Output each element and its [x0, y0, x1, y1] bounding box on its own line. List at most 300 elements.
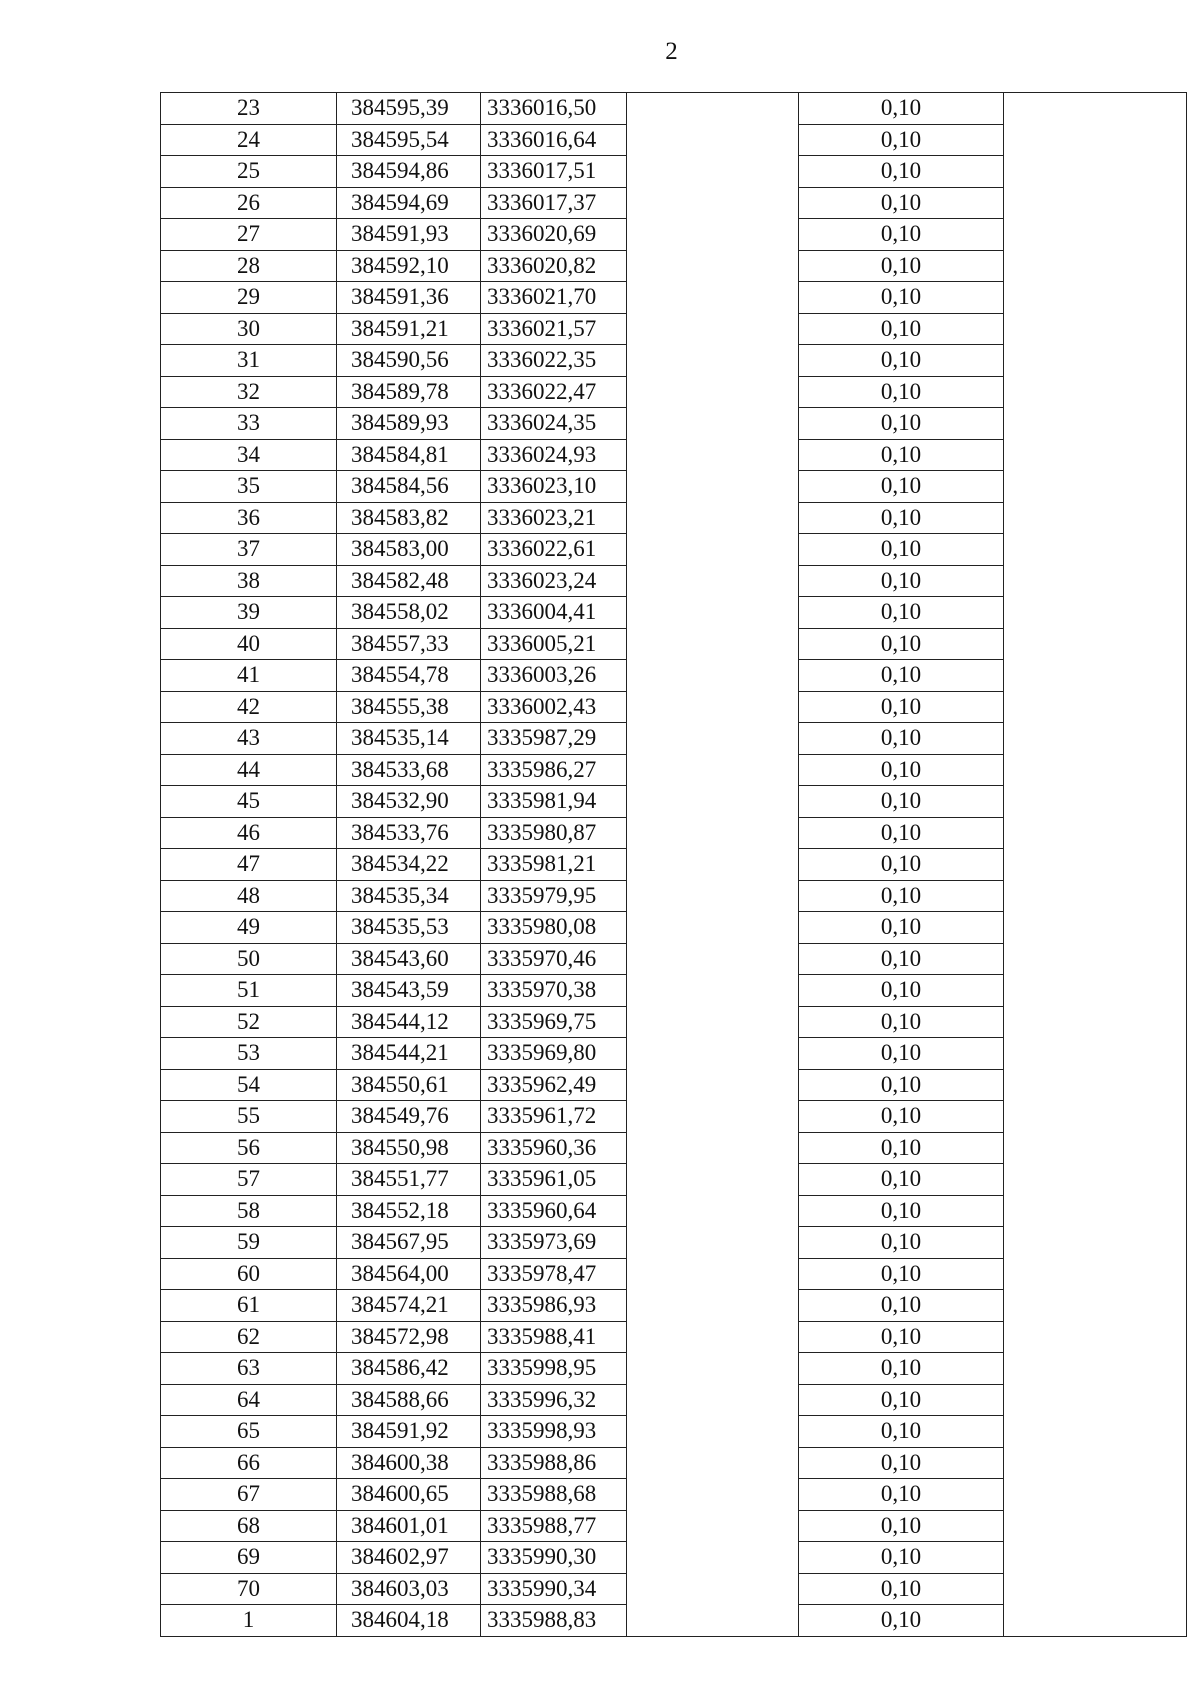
- y-coordinate-cell: 3335998,95: [481, 1353, 627, 1385]
- point-number-cell: 37: [161, 534, 337, 566]
- x-coordinate-cell: 384591,93: [337, 219, 481, 251]
- value-cell: 0,10: [799, 471, 1004, 503]
- empty-cell: [627, 912, 799, 944]
- table-row: [161, 187, 1187, 219]
- y-coordinate-cell: 3336016,64: [481, 124, 627, 156]
- y-coordinate-cell: 3335990,34: [481, 1573, 627, 1605]
- value-cell: 0,10: [799, 849, 1004, 881]
- empty-cell: [1004, 187, 1187, 219]
- table-row: [161, 408, 1187, 440]
- point-number-cell: 60: [161, 1258, 337, 1290]
- y-coordinate-cell: 3335961,05: [481, 1164, 627, 1196]
- empty-cell: [627, 817, 799, 849]
- point-number-cell: 42: [161, 691, 337, 723]
- y-coordinate-cell: 3336023,24: [481, 565, 627, 597]
- table-row: [161, 565, 1187, 597]
- x-coordinate-cell: 384582,48: [337, 565, 481, 597]
- point-number-cell: 51: [161, 975, 337, 1007]
- empty-cell: [627, 1164, 799, 1196]
- value-cell: 0,10: [799, 1447, 1004, 1479]
- x-coordinate-cell: 384589,78: [337, 376, 481, 408]
- empty-cell: [1004, 723, 1187, 755]
- x-coordinate-cell: 384602,97: [337, 1542, 481, 1574]
- empty-cell: [627, 880, 799, 912]
- point-number-cell: 56: [161, 1132, 337, 1164]
- value-cell: 0,10: [799, 786, 1004, 818]
- empty-cell: [1004, 313, 1187, 345]
- table-row: [161, 1290, 1187, 1322]
- point-number-cell: 57: [161, 1164, 337, 1196]
- empty-cell: [627, 786, 799, 818]
- empty-cell: [1004, 1069, 1187, 1101]
- x-coordinate-cell: 384590,56: [337, 345, 481, 377]
- table-row: [161, 786, 1187, 818]
- empty-cell: [627, 1542, 799, 1574]
- y-coordinate-cell: 3336022,61: [481, 534, 627, 566]
- empty-cell: [627, 1605, 799, 1637]
- x-coordinate-cell: 384533,68: [337, 754, 481, 786]
- empty-cell: [1004, 1447, 1187, 1479]
- empty-cell: [627, 1353, 799, 1385]
- y-coordinate-cell: 3335980,08: [481, 912, 627, 944]
- table-row: [161, 1573, 1187, 1605]
- y-coordinate-cell: 3335970,38: [481, 975, 627, 1007]
- value-cell: 0,10: [799, 250, 1004, 282]
- x-coordinate-cell: 384583,00: [337, 534, 481, 566]
- empty-cell: [627, 313, 799, 345]
- value-cell: 0,10: [799, 1510, 1004, 1542]
- value-cell: 0,10: [799, 1542, 1004, 1574]
- table-row: [161, 1195, 1187, 1227]
- y-coordinate-cell: 3336020,69: [481, 219, 627, 251]
- empty-cell: [1004, 880, 1187, 912]
- x-coordinate-cell: 384604,18: [337, 1605, 481, 1637]
- empty-cell: [1004, 471, 1187, 503]
- empty-cell: [1004, 502, 1187, 534]
- table-row: [161, 250, 1187, 282]
- table-row: [161, 376, 1187, 408]
- table-row: [161, 1542, 1187, 1574]
- y-coordinate-cell: 3335987,29: [481, 723, 627, 755]
- table-row: [161, 1164, 1187, 1196]
- value-cell: 0,10: [799, 1353, 1004, 1385]
- x-coordinate-cell: 384535,53: [337, 912, 481, 944]
- point-number-cell: 68: [161, 1510, 337, 1542]
- x-coordinate-cell: 384552,18: [337, 1195, 481, 1227]
- point-number-cell: 34: [161, 439, 337, 471]
- x-coordinate-cell: 384589,93: [337, 408, 481, 440]
- x-coordinate-cell: 384564,00: [337, 1258, 481, 1290]
- y-coordinate-cell: 3335980,87: [481, 817, 627, 849]
- point-number-cell: 62: [161, 1321, 337, 1353]
- empty-cell: [627, 376, 799, 408]
- table-row: [161, 156, 1187, 188]
- empty-cell: [627, 345, 799, 377]
- y-coordinate-cell: 3335998,93: [481, 1416, 627, 1448]
- y-coordinate-cell: 3335961,72: [481, 1101, 627, 1133]
- empty-cell: [1004, 534, 1187, 566]
- empty-cell: [627, 849, 799, 881]
- value-cell: 0,10: [799, 502, 1004, 534]
- empty-cell: [1004, 912, 1187, 944]
- x-coordinate-cell: 384600,38: [337, 1447, 481, 1479]
- value-cell: 0,10: [799, 597, 1004, 629]
- empty-cell: [1004, 1384, 1187, 1416]
- point-number-cell: 38: [161, 565, 337, 597]
- empty-cell: [627, 1384, 799, 1416]
- empty-cell: [627, 1038, 799, 1070]
- table-row: [161, 502, 1187, 534]
- empty-cell: [1004, 1101, 1187, 1133]
- y-coordinate-cell: 3335969,80: [481, 1038, 627, 1070]
- empty-cell: [627, 471, 799, 503]
- empty-cell: [627, 1573, 799, 1605]
- y-coordinate-cell: 3336021,57: [481, 313, 627, 345]
- empty-cell: [627, 250, 799, 282]
- value-cell: 0,10: [799, 723, 1004, 755]
- empty-cell: [1004, 849, 1187, 881]
- x-coordinate-cell: 384584,56: [337, 471, 481, 503]
- empty-cell: [1004, 660, 1187, 692]
- table-row: [161, 1605, 1187, 1637]
- value-cell: 0,10: [799, 1321, 1004, 1353]
- empty-cell: [1004, 250, 1187, 282]
- x-coordinate-cell: 384572,98: [337, 1321, 481, 1353]
- empty-cell: [627, 1416, 799, 1448]
- value-cell: 0,10: [799, 565, 1004, 597]
- x-coordinate-cell: 384543,59: [337, 975, 481, 1007]
- empty-cell: [1004, 124, 1187, 156]
- table-row: [161, 1447, 1187, 1479]
- point-number-cell: 63: [161, 1353, 337, 1385]
- value-cell: 0,10: [799, 1573, 1004, 1605]
- empty-cell: [627, 943, 799, 975]
- x-coordinate-cell: 384583,82: [337, 502, 481, 534]
- table-row: [161, 219, 1187, 251]
- x-coordinate-cell: 384534,22: [337, 849, 481, 881]
- y-coordinate-cell: 3335960,36: [481, 1132, 627, 1164]
- x-coordinate-cell: 384601,01: [337, 1510, 481, 1542]
- y-coordinate-cell: 3336016,50: [481, 93, 627, 125]
- empty-cell: [627, 975, 799, 1007]
- point-number-cell: 32: [161, 376, 337, 408]
- value-cell: 0,10: [799, 1479, 1004, 1511]
- empty-cell: [627, 93, 799, 125]
- x-coordinate-cell: 384584,81: [337, 439, 481, 471]
- point-number-cell: 64: [161, 1384, 337, 1416]
- x-coordinate-cell: 384554,78: [337, 660, 481, 692]
- empty-cell: [627, 1510, 799, 1542]
- x-coordinate-cell: 384591,92: [337, 1416, 481, 1448]
- x-coordinate-cell: 384544,12: [337, 1006, 481, 1038]
- empty-cell: [627, 1069, 799, 1101]
- point-number-cell: 41: [161, 660, 337, 692]
- y-coordinate-cell: 3335988,86: [481, 1447, 627, 1479]
- point-number-cell: 54: [161, 1069, 337, 1101]
- empty-cell: [627, 754, 799, 786]
- empty-cell: [1004, 943, 1187, 975]
- empty-cell: [1004, 1479, 1187, 1511]
- value-cell: 0,10: [799, 1195, 1004, 1227]
- y-coordinate-cell: 3336023,21: [481, 502, 627, 534]
- point-number-cell: 53: [161, 1038, 337, 1070]
- empty-cell: [627, 1101, 799, 1133]
- empty-cell: [1004, 817, 1187, 849]
- value-cell: 0,10: [799, 439, 1004, 471]
- point-number-cell: 70: [161, 1573, 337, 1605]
- x-coordinate-cell: 384574,21: [337, 1290, 481, 1322]
- y-coordinate-cell: 3335988,77: [481, 1510, 627, 1542]
- point-number-cell: 40: [161, 628, 337, 660]
- empty-cell: [1004, 219, 1187, 251]
- y-coordinate-cell: 3335988,41: [481, 1321, 627, 1353]
- y-coordinate-cell: 3335988,68: [481, 1479, 627, 1511]
- empty-cell: [1004, 1164, 1187, 1196]
- table-row: [161, 849, 1187, 881]
- table-row: [161, 471, 1187, 503]
- table-row: [161, 597, 1187, 629]
- value-cell: 0,10: [799, 187, 1004, 219]
- point-number-cell: 47: [161, 849, 337, 881]
- table-row: [161, 1510, 1187, 1542]
- point-number-cell: 52: [161, 1006, 337, 1038]
- y-coordinate-cell: 3336017,37: [481, 187, 627, 219]
- x-coordinate-cell: 384603,03: [337, 1573, 481, 1605]
- point-number-cell: 30: [161, 313, 337, 345]
- table-row: [161, 1353, 1187, 1385]
- value-cell: 0,10: [799, 408, 1004, 440]
- value-cell: 0,10: [799, 1006, 1004, 1038]
- value-cell: 0,10: [799, 1605, 1004, 1637]
- table-row: [161, 345, 1187, 377]
- table-row: [161, 1227, 1187, 1259]
- value-cell: 0,10: [799, 1290, 1004, 1322]
- empty-cell: [627, 282, 799, 314]
- empty-cell: [1004, 975, 1187, 1007]
- page-number: 2: [665, 38, 678, 65]
- y-coordinate-cell: 3336004,41: [481, 597, 627, 629]
- empty-cell: [627, 723, 799, 755]
- empty-cell: [627, 1258, 799, 1290]
- x-coordinate-cell: 384594,86: [337, 156, 481, 188]
- empty-cell: [627, 1447, 799, 1479]
- table-row: [161, 124, 1187, 156]
- coordinates-table: [160, 92, 1187, 1637]
- y-coordinate-cell: 3335986,93: [481, 1290, 627, 1322]
- point-number-cell: 39: [161, 597, 337, 629]
- value-cell: 0,10: [799, 1164, 1004, 1196]
- x-coordinate-cell: 384558,02: [337, 597, 481, 629]
- point-number-cell: 59: [161, 1227, 337, 1259]
- empty-cell: [1004, 597, 1187, 629]
- x-coordinate-cell: 384591,21: [337, 313, 481, 345]
- table-row: [161, 1321, 1187, 1353]
- point-number-cell: 67: [161, 1479, 337, 1511]
- y-coordinate-cell: 3335969,75: [481, 1006, 627, 1038]
- y-coordinate-cell: 3335986,27: [481, 754, 627, 786]
- table-row: [161, 975, 1187, 1007]
- point-number-cell: 33: [161, 408, 337, 440]
- empty-cell: [627, 124, 799, 156]
- value-cell: 0,10: [799, 975, 1004, 1007]
- empty-cell: [1004, 1510, 1187, 1542]
- table-row: [161, 93, 1187, 125]
- x-coordinate-cell: 384544,21: [337, 1038, 481, 1070]
- empty-cell: [627, 156, 799, 188]
- value-cell: 0,10: [799, 1132, 1004, 1164]
- x-coordinate-cell: 384586,42: [337, 1353, 481, 1385]
- y-coordinate-cell: 3335960,64: [481, 1195, 627, 1227]
- empty-cell: [1004, 282, 1187, 314]
- table-row: [161, 880, 1187, 912]
- value-cell: 0,10: [799, 1384, 1004, 1416]
- value-cell: 0,10: [799, 1416, 1004, 1448]
- empty-cell: [627, 565, 799, 597]
- empty-cell: [627, 1195, 799, 1227]
- y-coordinate-cell: 3336005,21: [481, 628, 627, 660]
- point-number-cell: 66: [161, 1447, 337, 1479]
- value-cell: 0,10: [799, 1038, 1004, 1070]
- table-row: [161, 1132, 1187, 1164]
- value-cell: 0,10: [799, 1258, 1004, 1290]
- point-number-cell: 23: [161, 93, 337, 125]
- table-row: [161, 1101, 1187, 1133]
- empty-cell: [1004, 1195, 1187, 1227]
- empty-cell: [1004, 439, 1187, 471]
- y-coordinate-cell: 3336020,82: [481, 250, 627, 282]
- x-coordinate-cell: 384543,60: [337, 943, 481, 975]
- x-coordinate-cell: 384555,38: [337, 691, 481, 723]
- y-coordinate-cell: 3336022,47: [481, 376, 627, 408]
- table-row: [161, 1416, 1187, 1448]
- empty-cell: [1004, 754, 1187, 786]
- y-coordinate-cell: 3335988,83: [481, 1605, 627, 1637]
- point-number-cell: 65: [161, 1416, 337, 1448]
- table-row: [161, 1069, 1187, 1101]
- table-row: [161, 1384, 1187, 1416]
- value-cell: 0,10: [799, 219, 1004, 251]
- x-coordinate-cell: 384595,39: [337, 93, 481, 125]
- empty-cell: [627, 628, 799, 660]
- point-number-cell: 44: [161, 754, 337, 786]
- x-coordinate-cell: 384557,33: [337, 628, 481, 660]
- empty-cell: [1004, 345, 1187, 377]
- empty-cell: [1004, 1416, 1187, 1448]
- empty-cell: [627, 534, 799, 566]
- point-number-cell: 45: [161, 786, 337, 818]
- empty-cell: [627, 597, 799, 629]
- y-coordinate-cell: 3335962,49: [481, 1069, 627, 1101]
- empty-cell: [1004, 1542, 1187, 1574]
- value-cell: 0,10: [799, 345, 1004, 377]
- empty-cell: [1004, 1573, 1187, 1605]
- table-row: [161, 1258, 1187, 1290]
- empty-cell: [1004, 376, 1187, 408]
- empty-cell: [627, 187, 799, 219]
- empty-cell: [1004, 565, 1187, 597]
- point-number-cell: 46: [161, 817, 337, 849]
- x-coordinate-cell: 384550,98: [337, 1132, 481, 1164]
- point-number-cell: 69: [161, 1542, 337, 1574]
- point-number-cell: 58: [161, 1195, 337, 1227]
- empty-cell: [1004, 628, 1187, 660]
- empty-cell: [627, 1227, 799, 1259]
- table-row: [161, 1479, 1187, 1511]
- x-coordinate-cell: 384535,14: [337, 723, 481, 755]
- value-cell: 0,10: [799, 1101, 1004, 1133]
- value-cell: 0,10: [799, 313, 1004, 345]
- empty-cell: [1004, 93, 1187, 125]
- empty-cell: [627, 502, 799, 534]
- table-row: [161, 534, 1187, 566]
- empty-cell: [627, 1006, 799, 1038]
- empty-cell: [1004, 786, 1187, 818]
- y-coordinate-cell: 3335981,94: [481, 786, 627, 818]
- value-cell: 0,10: [799, 660, 1004, 692]
- x-coordinate-cell: 384594,69: [337, 187, 481, 219]
- value-cell: 0,10: [799, 282, 1004, 314]
- empty-cell: [627, 1132, 799, 1164]
- value-cell: 0,10: [799, 817, 1004, 849]
- table-row: [161, 754, 1187, 786]
- point-number-cell: 1: [161, 1605, 337, 1637]
- point-number-cell: 35: [161, 471, 337, 503]
- x-coordinate-cell: 384567,95: [337, 1227, 481, 1259]
- table-row: [161, 628, 1187, 660]
- x-coordinate-cell: 384550,61: [337, 1069, 481, 1101]
- y-coordinate-cell: 3336023,10: [481, 471, 627, 503]
- table-row: [161, 313, 1187, 345]
- table-row: [161, 723, 1187, 755]
- coordinates-table-body: [161, 93, 1187, 1637]
- y-coordinate-cell: 3335981,21: [481, 849, 627, 881]
- y-coordinate-cell: 3335990,30: [481, 1542, 627, 1574]
- point-number-cell: 55: [161, 1101, 337, 1133]
- value-cell: 0,10: [799, 124, 1004, 156]
- value-cell: 0,10: [799, 943, 1004, 975]
- y-coordinate-cell: 3336002,43: [481, 691, 627, 723]
- empty-cell: [1004, 1258, 1187, 1290]
- empty-cell: [627, 660, 799, 692]
- y-coordinate-cell: 3336022,35: [481, 345, 627, 377]
- x-coordinate-cell: 384549,76: [337, 1101, 481, 1133]
- value-cell: 0,10: [799, 1227, 1004, 1259]
- y-coordinate-cell: 3335979,95: [481, 880, 627, 912]
- point-number-cell: 26: [161, 187, 337, 219]
- x-coordinate-cell: 384591,36: [337, 282, 481, 314]
- empty-cell: [1004, 156, 1187, 188]
- empty-cell: [1004, 1132, 1187, 1164]
- table-row: [161, 912, 1187, 944]
- y-coordinate-cell: 3335970,46: [481, 943, 627, 975]
- empty-cell: [1004, 408, 1187, 440]
- table-row: [161, 817, 1187, 849]
- empty-cell: [1004, 1290, 1187, 1322]
- table-row: [161, 691, 1187, 723]
- value-cell: 0,10: [799, 93, 1004, 125]
- point-number-cell: 36: [161, 502, 337, 534]
- y-coordinate-cell: 3335996,32: [481, 1384, 627, 1416]
- point-number-cell: 61: [161, 1290, 337, 1322]
- empty-cell: [627, 439, 799, 471]
- empty-cell: [1004, 1006, 1187, 1038]
- table-row: [161, 660, 1187, 692]
- x-coordinate-cell: 384551,77: [337, 1164, 481, 1196]
- x-coordinate-cell: 384535,34: [337, 880, 481, 912]
- point-number-cell: 49: [161, 912, 337, 944]
- value-cell: 0,10: [799, 1069, 1004, 1101]
- empty-cell: [1004, 1321, 1187, 1353]
